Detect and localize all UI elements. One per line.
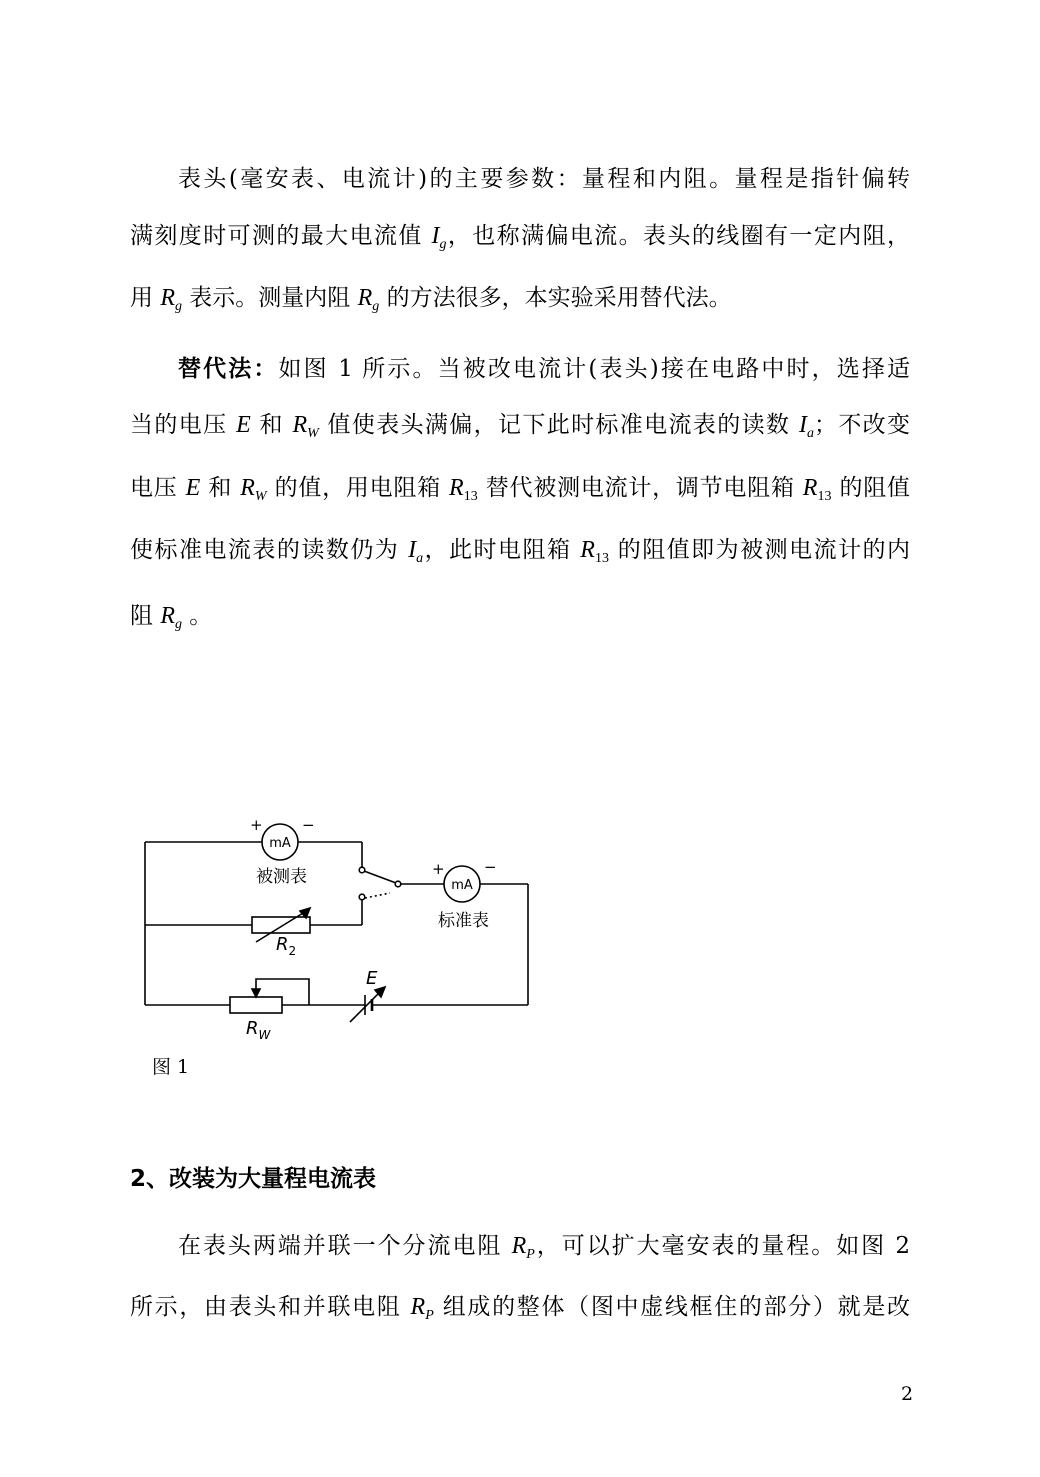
figure-caption: 图 1 xyxy=(152,1056,190,1078)
rw-label: $R_W$ xyxy=(246,1018,271,1042)
s2-line-1: 在表头两端并联一个分流电阻 $R_P$，可以扩大毫安表的量程。如图 2 xyxy=(178,1233,911,1262)
p2-line-2: 当的电压 E 和 $R_W$ 值使表头满偏，记下此时标准电流表的读数 $I_a$；不改变 xyxy=(130,412,911,441)
switch-alt-position xyxy=(365,893,390,898)
symbol-Ig: $I_g$ xyxy=(431,223,447,252)
p2-line-5: 阻 $R_g$ 。 xyxy=(130,603,213,632)
symbol-Ia: $I_a$ xyxy=(798,412,814,441)
p2-line-3: 电压 E 和 $R_W$ 的值，用电阻箱 $R_{13}$ 替代被测电流计，调节电阻箱 $R_{13}$ 的阻值 xyxy=(130,475,911,504)
std-plus-sign: + xyxy=(432,860,445,878)
p2-line-1: 替代法：如图 1 所示。当被改电流计(表头)接在电路中时，选择适 xyxy=(178,356,911,382)
symbol-Rp: $R_P$ xyxy=(511,1233,535,1262)
std-meter-label: mA xyxy=(451,878,473,893)
switch-contact-top-icon xyxy=(359,867,365,873)
battery-arrow-shaft xyxy=(350,990,382,1022)
symbol-Rg: $R_g$ xyxy=(160,285,182,314)
dut-minus-sign: − xyxy=(302,816,315,834)
dut-label: 被测表 xyxy=(256,867,307,887)
dut-plus-sign: + xyxy=(250,816,263,834)
page-number: 2 xyxy=(901,1383,914,1405)
s2-line-2: 所示，由表头和并联电阻 $R_P$ 组成的整体（图中虚线框住的部分）就是改 xyxy=(130,1294,911,1323)
p2-line-4: 使标准电流表的读数仍为 $I_a$，此时电阻箱 $R_{13}$ 的阻值即为被测电流计的内 xyxy=(130,537,911,566)
std-minus-sign: − xyxy=(484,858,497,876)
symbol-Rg: $R_g$ xyxy=(357,285,380,314)
circuit-diagram xyxy=(120,800,560,1050)
r2-label: $R_2$ xyxy=(276,934,297,958)
e-label: E xyxy=(366,968,378,989)
switch-contact-bottom-icon xyxy=(359,894,365,900)
std-label: 标准表 xyxy=(438,911,489,931)
p1-line-3: 用 $R_g$ 表示。测量内阻 $R_g$ 的方法很多，本实验采用替代法。 xyxy=(130,285,732,314)
rw-rheostat-icon xyxy=(230,997,282,1013)
p1-line-1: 表头(毫安表、电流计)的主要参数：量程和内阻。量程是指针偏转 xyxy=(178,166,910,192)
section-heading: 2、改装为大量程电流表 xyxy=(130,1166,377,1192)
symbol-Rw: $R_W$ xyxy=(292,412,319,441)
switch-pivot-icon xyxy=(395,881,401,887)
r2-variable-resistor-icon xyxy=(252,917,310,933)
rw-slider-arrow-icon xyxy=(252,989,260,997)
p1-line-2: 满刻度时可测的最大电流值 $I_g$，也称满偏电流。表头的线圈有一定内阻， xyxy=(130,223,911,252)
switch-blade xyxy=(364,871,396,883)
dut-meter-label: mA xyxy=(269,836,291,851)
symbol-R13: $R_{13}$ xyxy=(449,475,478,504)
